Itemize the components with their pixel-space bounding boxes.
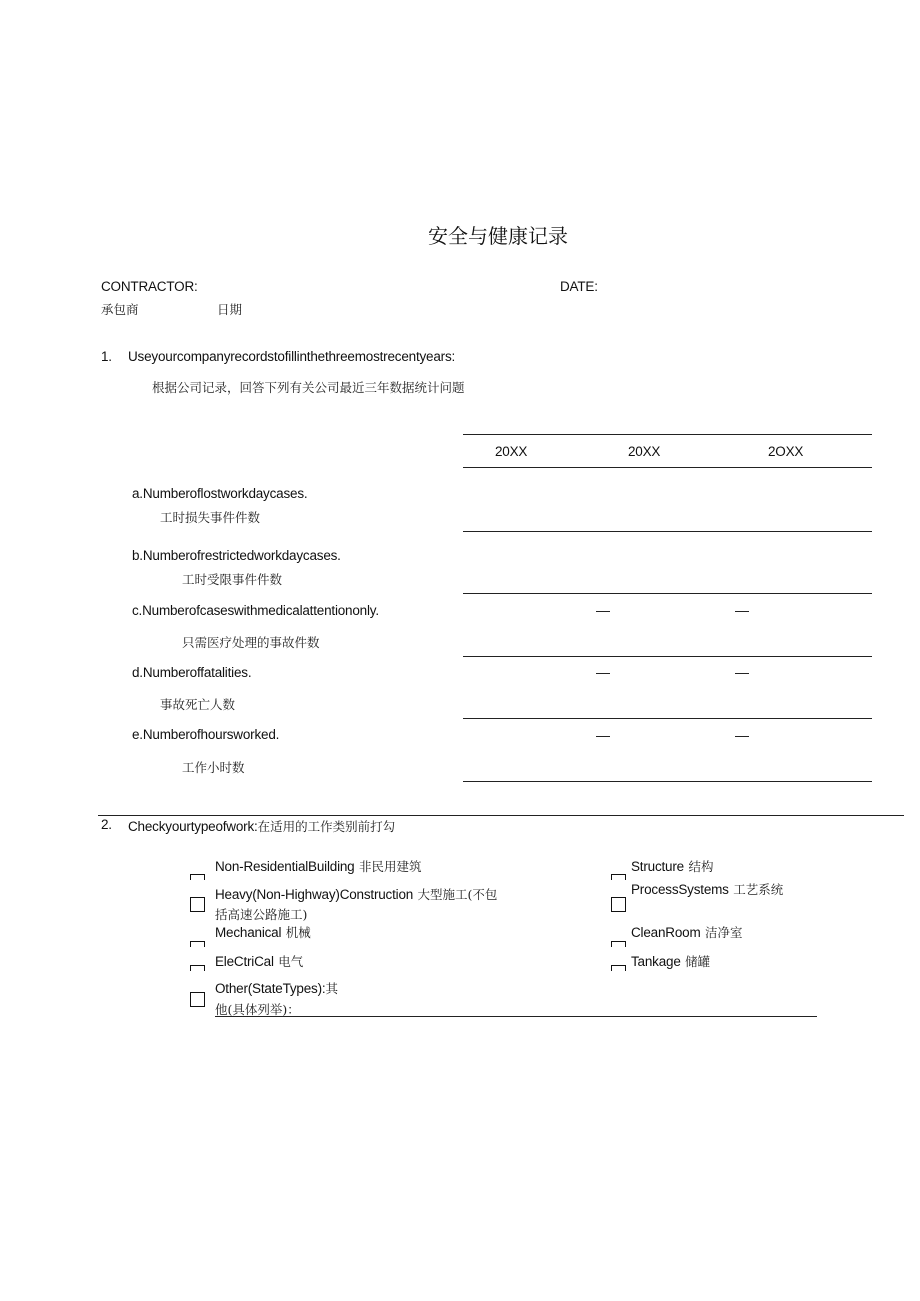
section2-number: 2.: [101, 817, 112, 832]
option-tankage-en: Tankage: [631, 954, 681, 969]
checkbox-non-residential[interactable]: [190, 874, 205, 880]
option-electrical-zh: 电气: [278, 954, 304, 969]
row-b-label-zh: 工时受限事件件数: [182, 572, 283, 587]
option-heavy-construction-zh: 大型施工(不包: [417, 887, 498, 902]
option-non-residential-en: Non-ResidentialBuilding: [215, 859, 355, 874]
checkbox-process-systems[interactable]: [611, 897, 626, 912]
option-structure-zh: 结构: [688, 859, 714, 874]
option-heavy-construction: [215, 885, 497, 904]
table-top-rule: [463, 434, 872, 435]
option-clean-room-en: CleanRoom: [631, 925, 701, 940]
section2-instruction-line: [128, 817, 395, 836]
row-b-label: b.Numberofrestrictedworkdaycases.: [132, 548, 341, 563]
option-other-zh: 其: [325, 981, 338, 996]
option-clean-room-zh: 洁净室: [704, 925, 743, 940]
option-other: [215, 979, 338, 998]
page-title: 安全与健康记录: [428, 224, 568, 248]
row-c-dash-1: —: [596, 602, 610, 618]
checkbox-structure[interactable]: [611, 874, 626, 880]
other-input-line[interactable]: [215, 1016, 817, 1017]
row-c-label-zh: 只需医疗处理的事故件数: [182, 635, 320, 650]
option-other-zh2: 他(具体列举)：: [215, 1002, 300, 1017]
option-non-residential: [215, 857, 421, 876]
year-header-2: 20XX: [628, 444, 661, 459]
checkbox-electrical[interactable]: [190, 965, 205, 971]
option-electrical: [215, 952, 303, 971]
row-d-dash-2: —: [735, 664, 749, 680]
row-a-label: a.Numberoflostworkdaycases.: [132, 486, 308, 501]
row-a-input-line[interactable]: [463, 531, 872, 532]
row-c-input-line[interactable]: [463, 656, 872, 657]
checkbox-clean-room[interactable]: [611, 941, 626, 947]
option-process-systems: [631, 880, 783, 899]
checkbox-tankage[interactable]: [611, 965, 626, 971]
row-d-dash-1: —: [596, 664, 610, 680]
year-header-1: 20XX: [495, 444, 528, 459]
option-structure: [631, 857, 713, 876]
option-process-systems-en: ProcessSystems: [631, 882, 729, 897]
section2-instruction-zh: 在适用的工作类别前打勾: [257, 819, 396, 834]
date-label: DATE:: [560, 279, 598, 294]
row-e-label-zh: 工作小时数: [182, 760, 245, 775]
section1-instruction: Useyourcompanyrecordstofillinthethreemostrecentyears:: [128, 349, 456, 364]
option-tankage-zh: 储罐: [685, 954, 711, 969]
option-process-systems-zh: 工艺系统: [733, 882, 784, 897]
option-heavy-construction-en: Heavy(Non-Highway)Construction: [215, 887, 414, 902]
row-e-input-line[interactable]: [463, 781, 872, 782]
option-other-en: Other(StateTypes):: [215, 981, 326, 996]
row-d-label-zh: 事故死亡人数: [160, 697, 236, 712]
checkbox-mechanical[interactable]: [190, 941, 205, 947]
section1-number: 1.: [101, 349, 112, 364]
table-header-rule: [463, 467, 872, 468]
option-tankage: [631, 952, 710, 971]
row-a-label-zh: 工时损失事件件数: [160, 510, 261, 525]
section-divider: [98, 815, 904, 816]
year-header-3: 2OXX: [768, 444, 804, 459]
row-e-dash-2: —: [735, 727, 749, 743]
row-d-input-line[interactable]: [463, 718, 872, 719]
option-electrical-en: EleCtriCal: [215, 954, 274, 969]
option-mechanical-en: Mechanical: [215, 925, 282, 940]
option-heavy-construction-zh2: 括高速公路施工): [215, 907, 308, 922]
row-e-label: e.Numberofhoursworked.: [132, 727, 280, 742]
option-mechanical-zh: 机械: [285, 925, 311, 940]
contractor-label-zh: 承包商: [101, 302, 139, 317]
option-mechanical: [215, 923, 311, 942]
option-non-residential-zh: 非民用建筑: [358, 859, 422, 874]
contractor-label: CONTRACTOR:: [101, 279, 198, 294]
row-b-input-line[interactable]: [463, 593, 872, 594]
checkbox-other[interactable]: [190, 992, 205, 1007]
row-c-dash-2: —: [735, 602, 749, 618]
row-e-dash-1: —: [596, 727, 610, 743]
date-label-zh: 日期: [217, 302, 243, 317]
checkbox-heavy-construction[interactable]: [190, 897, 205, 912]
option-clean-room: [631, 923, 742, 942]
option-structure-en: Structure: [631, 859, 684, 874]
section2-instruction: Checkyourtypeofwork:: [128, 819, 258, 834]
row-d-label: d.Numberoffatalities.: [132, 665, 252, 680]
section1-instruction-zh: 根据公司记录，回答下列有关公司最近三年数据统计问题: [152, 380, 465, 395]
row-c-label: c.Numberofcaseswithmedicalattentiononly.: [132, 603, 379, 618]
